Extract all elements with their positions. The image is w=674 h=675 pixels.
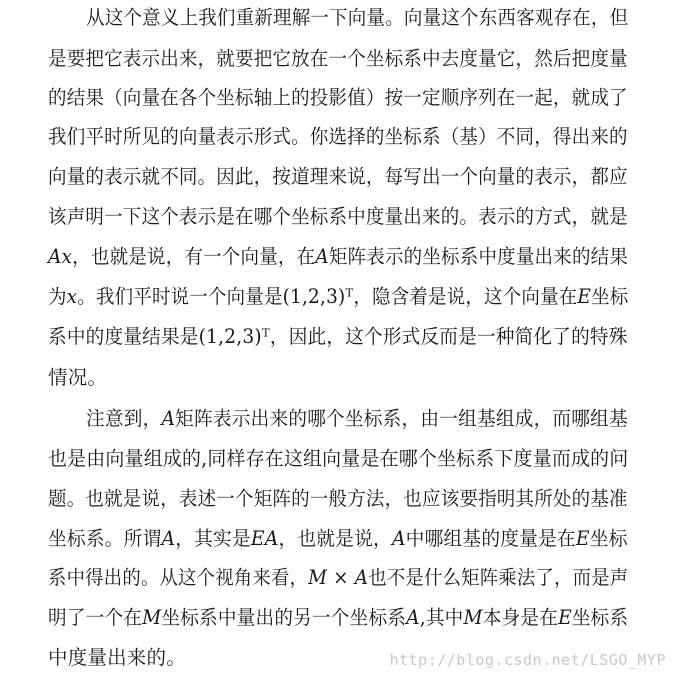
text-line: 为𝑥。我们平时说一个向量是(1,2,3)ᵀ，隐含着是说，这个向量在𝐸坐标 bbox=[48, 285, 629, 308]
text-line: 明了一个在𝑀坐标系中量出的另一个坐标系𝐴,其中𝑀本身是在𝐸坐标系 bbox=[48, 606, 629, 629]
text-line: 是要把它表示出来，就要把它放在一个坐标系中去度量它，然后把度量 bbox=[48, 47, 628, 70]
text-line: 题。也就是说，表述一个矩阵的一般方法，也应该要指明其所处的基准 bbox=[48, 487, 628, 510]
text-line: 系中的度量结果是(1,2,3)ᵀ，因此，这个形式反而是一种简化了的特殊 bbox=[48, 325, 628, 348]
text-line: 𝐴𝑥，也就是说，有一个向量，在𝐴矩阵表示的坐标系中度量出来的结果 bbox=[48, 245, 629, 268]
text-line: 该声明一下这个表示是在哪个坐标系中度量出来的。表示的方式，就是 bbox=[48, 205, 628, 228]
watermark-url: http://blog.csdn.net/LSGO_MYP bbox=[389, 651, 666, 669]
text-line: 中度量出来的。 bbox=[48, 646, 186, 669]
text-line: 坐标系。所谓𝐴，其实是𝐸𝐴，也就是说，𝐴中哪组基的度量是在𝐸坐标 bbox=[48, 527, 628, 550]
text-line: 注意到，𝐴矩阵表示出来的哪个坐标系，由一组基组成，而哪组基 bbox=[86, 407, 628, 430]
text-line: 也是由向量组成的,同样存在这组向量是在哪个坐标系下度量而成的问 bbox=[48, 447, 629, 470]
text-line: 情况。 bbox=[48, 366, 108, 389]
text-line: 向量的表示就不同。因此，按道理来说，每写出一个向量的表示，都应 bbox=[48, 165, 628, 188]
text-line: 系中得出的。从这个视角来看，𝑀 × 𝐴也不是什么矩阵乘法了，而是声 bbox=[48, 566, 629, 589]
text-line: 我们平时所见的向量表示形式。你选择的坐标系（基）不同，得出来的 bbox=[48, 125, 628, 148]
text-line: 从这个意义上我们重新理解一下向量。向量这个东西客观存在，但 bbox=[86, 6, 629, 29]
text-line: 的结果（向量在各个坐标轴上的投影值）按一定顺序列在一起，就成了 bbox=[48, 86, 628, 109]
